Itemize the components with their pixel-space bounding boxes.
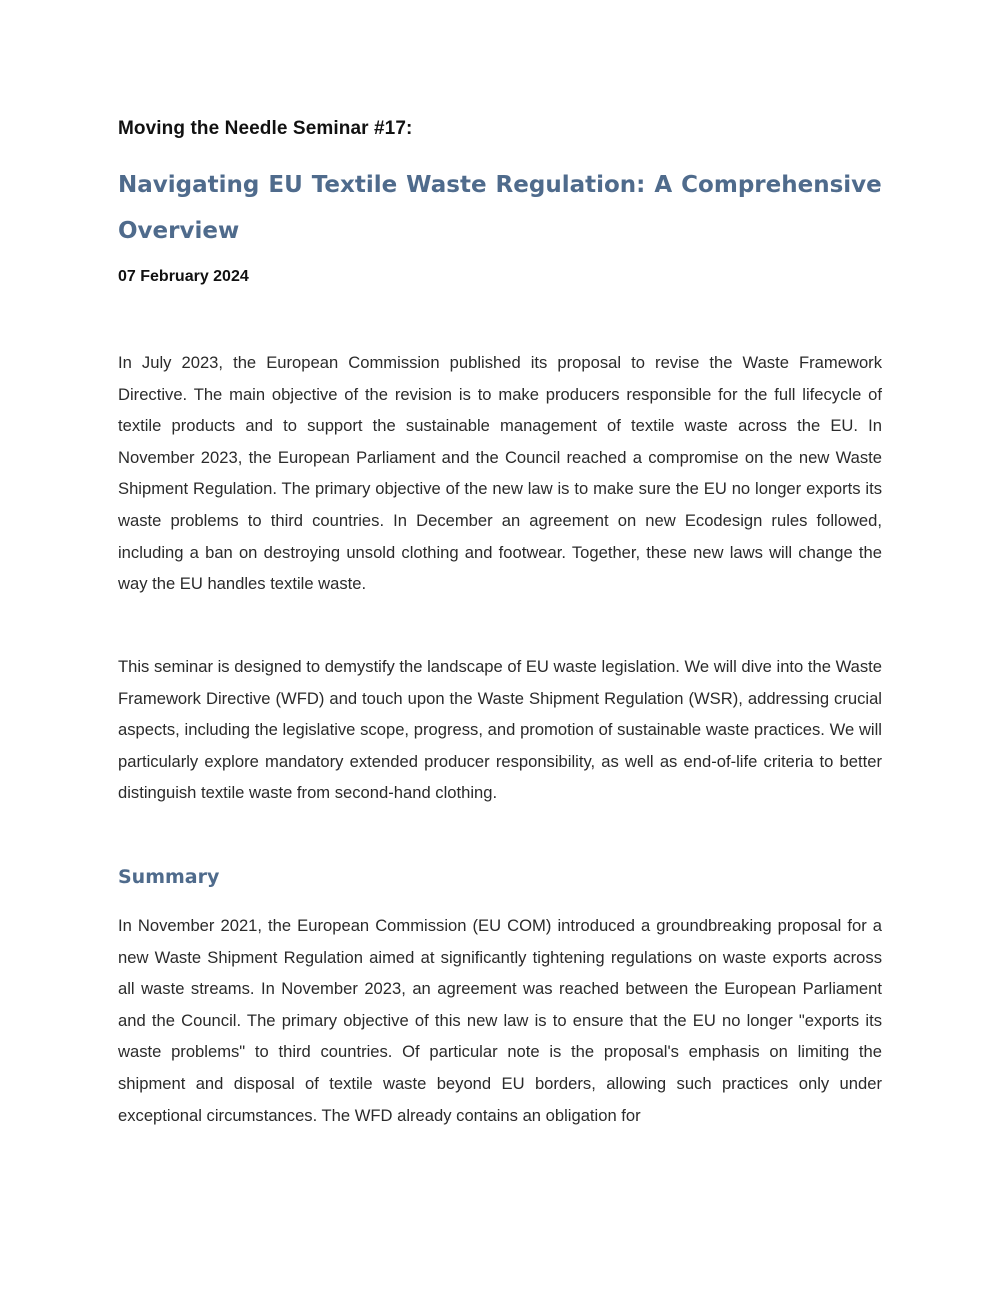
summary-paragraph: In November 2021, the European Commission (EU COM) introduced a groundbreaking proposal for a new Waste Shipment Regulation aimed at significantly tightening regulations on waste exports across all waste streams. In November 2023, an agreement was reached between the European Parliament and the Council. The primary objective of this new law is to ensure that the EU no longer "exports its waste problems" to third countries. Of particular note is the proposal's emphasis on limiting the shipment and disposal of textile waste beyond EU borders, allowing such practices only under exceptional circumstances. The WFD already contains an obligation for xyxy=(118,916,882,1125)
intro-paragraph-1: In July 2023, the European Commission published its proposal to revise the Waste Framework Directive. The main objective of the revision is to make producers responsible for the full lifecycle of textile products and to support the sustainable management of textile waste across the EU. In November 2023, the European Parliament and the Council reached a compromise on the new Waste Shipment Regulation. The primary objective of the new law is to make sure the EU no longer exports its waste problems to third countries. In December an agreement on new Ecodesign rules followed, including a ban on destroying unsold clothing and footwear. Together, these new laws will change the way the EU handles textile waste. xyxy=(118,353,882,594)
summary-heading: Summary xyxy=(118,866,220,888)
intro-paragraph-2: This seminar is designed to demystify the landscape of EU waste legislation. We will dive into the Waste Framework Directive (WFD) and touch upon the Waste Shipment Regulation (WSR), addressing crucial aspects, including the legislative scope, progress, and promotion of sustainable waste practices. We will particularly explore mandatory extended producer responsibility, as well as end-of-life criteria to better distinguish textile waste from second-hand clothing. xyxy=(118,657,882,803)
seminar-label: Moving the Needle Seminar #17: xyxy=(118,118,413,139)
event-date: 07 February 2024 xyxy=(118,268,249,285)
document-title: Navigating EU Textile Waste Regulation: A Comprehensive Overview xyxy=(118,172,882,244)
